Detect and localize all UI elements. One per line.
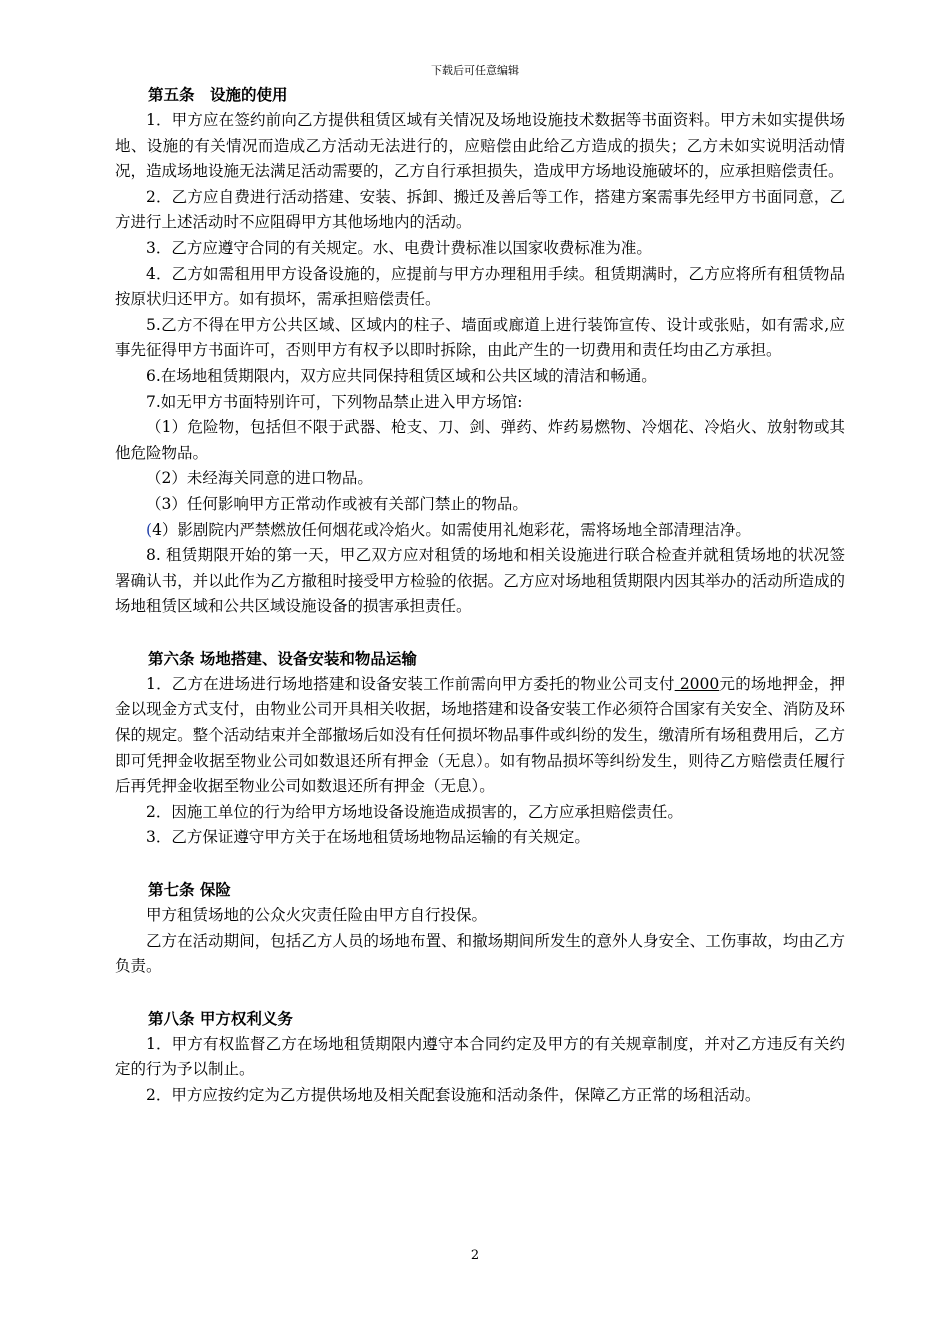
item-4-text: 4）影剧院内严禁燃放任何烟花或冷焰火。如需使用礼炮彩花，需将场地全部清理洁净。 [152, 520, 751, 539]
article-8-title: 第八条 甲方权利义务 [148, 1008, 293, 1028]
article-6-title: 第六条 场地搭建、设备安装和物品运输 [148, 648, 417, 668]
article-7-title: 第七条 保险 [148, 880, 231, 900]
article-7-para-1: 甲方租赁场地的公众火灾责任险由甲方自行投保。 [146, 906, 488, 925]
item-4-open-paren: ( [146, 520, 153, 539]
article-8-clause-1: 1．甲方有权监督乙方在场地租赁期限内遵守本合同约定及甲方的有关规章制度，并对乙方违反有关约定的行为予以制止。 [115, 1034, 845, 1079]
article-5-clause-4: 4．乙方如需租用甲方设备设施的，应提前与甲方办理租用手续。租赁期满时，乙方应将所有租赁物品按原状归还甲方。如有损坏，需承担赔偿责任。 [115, 264, 845, 309]
page-number: 2 [470, 1248, 480, 1263]
article-5-clause-1: 1．甲方应在签约前向乙方提供租赁区域有关情况及场地设施技术数据等书面资料。甲方未如实提供场地、设施的有关情况而造成乙方活动无法进行的，应赔偿由此给乙方造成的损失；乙方未如实说明活动情况，造成场地设施无法满足活动需要的，乙方自行承担损失，造成甲方场地设施破坏的，应承担赔偿责任。 [115, 111, 845, 181]
article-6-clause-1 [115, 672, 845, 800]
document-body [115, 82, 845, 1109]
article-5-title: 第五条 设施的使用 [148, 85, 288, 104]
article-5-clause-5: 5.乙方不得在甲方公共区域、区域内的柱子、墙面或廊道上进行装饰宣传、设计或张贴，如有需求,应事先征得甲方书面许可，否则甲方有权予以即时拆除，由此产生的一切费用和责任均由乙方承担。 [115, 315, 845, 360]
clause-1-text-b: 元的场地押金，押金以现金方式支付，由物业公司开具相关收据，场地搭建和设备安装工作必须符合国家有关安全、消防及环保的规定。整个活动结束并全部撤场后如没有任何损坏物品事件或纠纷的发生，缴清所有场租费用后，乙方即可凭押金收据至物业公司如数退还所有押金（无息）。如有物品损坏等纠纷发生，则待乙方赔偿责任履行后再凭押金收据至物业公司如数退还所有押金（无息）。 [115, 674, 845, 796]
article-5-clause-8: 8. 租赁期限开始的第一天，甲乙双方应对租赁的场地和相关设施进行联合检查并就租赁场地的状况签署确认书，并以此作为乙方撤租时接受甲方检验的依据。乙方应对场地租赁期限内因其举办的活动所造成的场地租赁区域和公共区域设施设备的损害承担责任。 [115, 546, 845, 616]
article-5-clause-6: 6.在场地租赁期限内，双方应共同保持租赁区域和公共区域的清洁和畅通。 [146, 366, 657, 385]
deposit-amount: 2000 [674, 674, 720, 693]
article-6-clause-2: 2．因施工单位的行为给甲方场地设备设施造成损害的，乙方应承担赔偿责任。 [146, 802, 683, 821]
article-5-clause-7-item-1: （1）危险物，包括但不限于武器、枪支、刀、剑、弹药、炸药易燃物、冷烟花、冷焰火、放射物或其他危险物品。 [115, 418, 845, 462]
article-5-clause-2: 2．乙方应自费进行活动搭建、安装、拆卸、搬迁及善后等工作，搭建方案需事先经甲方书面同意，乙方进行上述活动时不应阻碍甲方其他场地内的活动。 [115, 187, 845, 232]
clause-1-text-a: 1．乙方在进场进行场地搭建和设备安装工作前需向甲方委托的物业公司支付 [146, 674, 675, 693]
article-6-clause-3: 3．乙方保证遵守甲方关于在场地租赁场地物品运输的有关规定。 [146, 828, 590, 847]
article-5-clause-7-item-3: （3）任何影响甲方正常动作或被有关部门禁止的物品。 [146, 494, 528, 513]
article-5-clause-7: 7.如无甲方书面特别许可，下列物品禁止进入甲方场馆: [146, 392, 523, 411]
page-header: 下载后可任意编辑 [431, 64, 519, 77]
article-5-clause-7-item-4 [115, 518, 845, 544]
article-7-para-2: 乙方在活动期间，包括乙方人员的场地布置、和撤场期间所发生的意外人身安全、工伤事故，均由乙方负责。 [115, 931, 845, 976]
article-5-clause-3: 3．乙方应遵守合同的有关规定。水、电费计费标准以国家收费标准为准。 [146, 238, 652, 257]
article-5-clause-7-item-2: （2）未经海关同意的进口物品。 [146, 469, 373, 488]
article-8-clause-2: 2．甲方应按约定为乙方提供场地及相关配套设施和活动条件，保障乙方正常的场租活动。 [146, 1086, 761, 1104]
